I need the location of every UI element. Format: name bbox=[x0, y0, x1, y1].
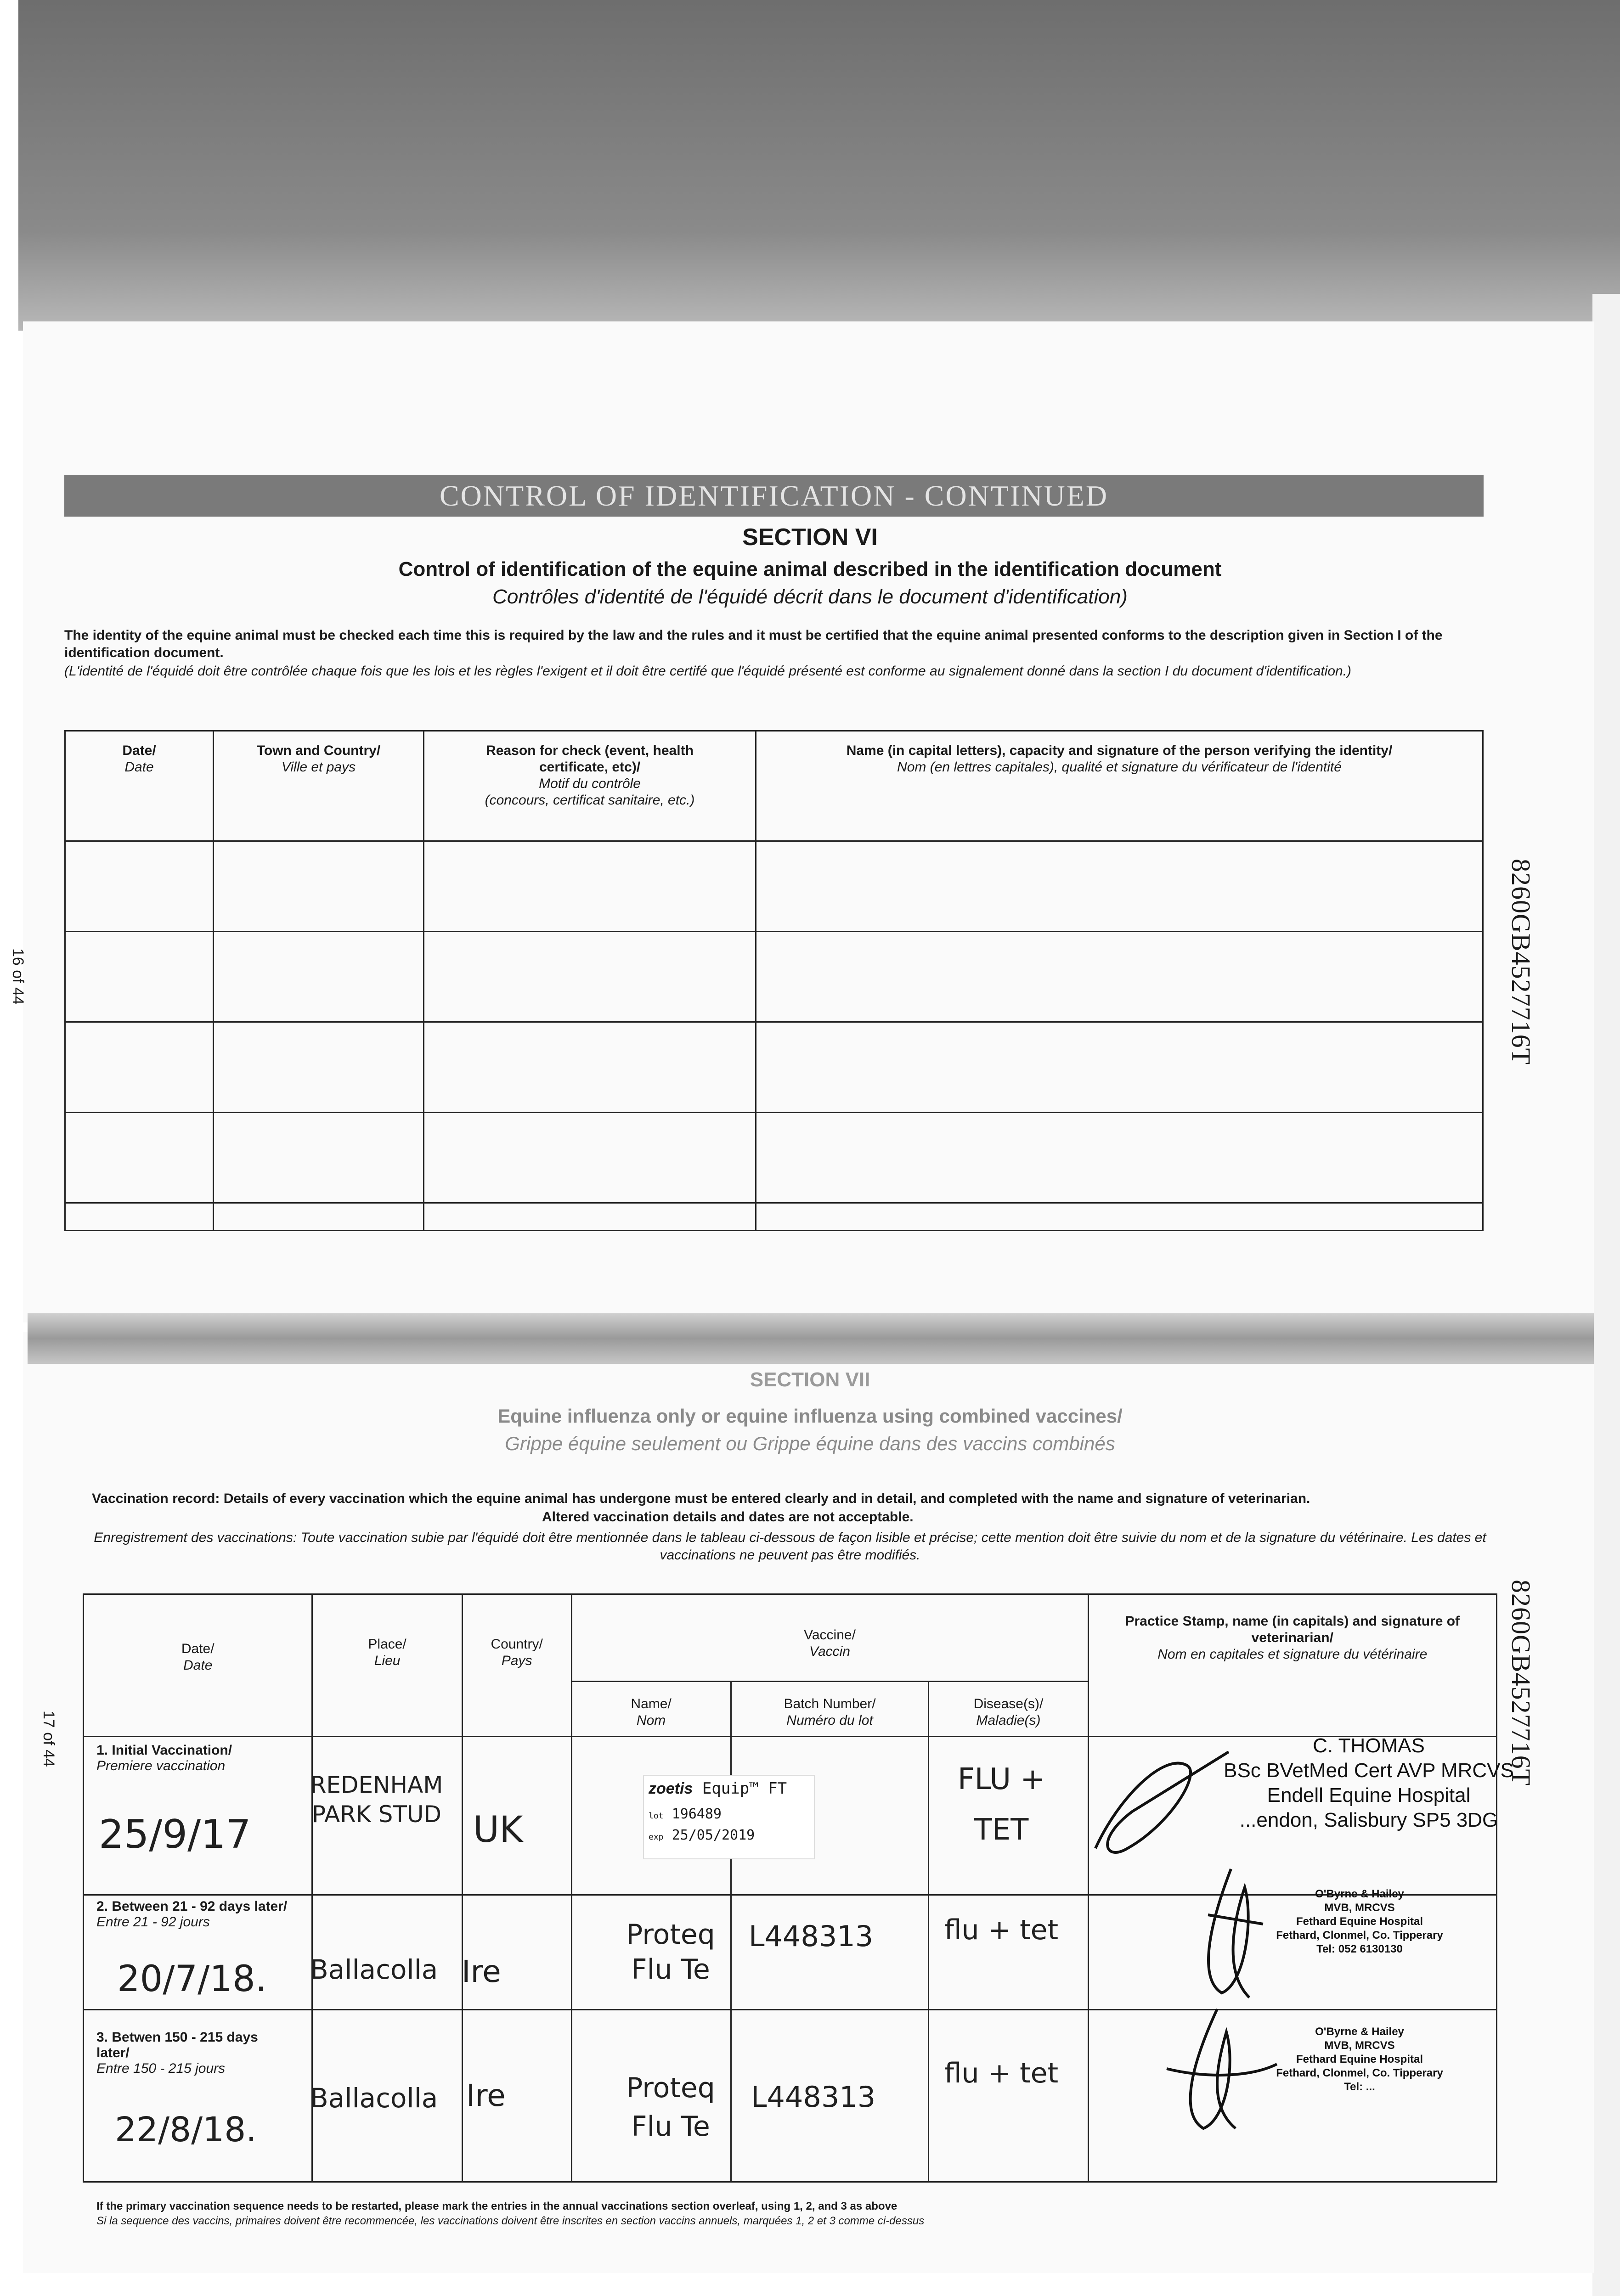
row-2-label: 2. Between 21 - 92 days later/ Entre 21 - 92 jours bbox=[96, 1899, 288, 1930]
row-1-label: 1. Initial Vaccination/ Premiere vaccination bbox=[96, 1743, 232, 1773]
row-1-date: 25/9/17 bbox=[99, 1812, 251, 1857]
col-header-stamp: Practice Stamp, name (in capitals) and signature of veterinarian/ Nom en capitales et signature du vétérinaire bbox=[1088, 1594, 1496, 1737]
row-2-country: Ire bbox=[462, 1954, 501, 1989]
table-row bbox=[65, 1113, 1483, 1203]
vet-stamp-1: C. THOMAS BSc BVetMed Cert AVP MRCVS Endell Equine Hospital ...endon, Salisbury SP5 3DG bbox=[1224, 1734, 1514, 1831]
section-vii-title-fr: Grippe équine seulement ou Grippe équine dans des vaccins combinés bbox=[505, 1433, 1115, 1454]
row-3-disease: flu + tet bbox=[944, 2057, 1059, 2089]
table-row bbox=[65, 1203, 1483, 1231]
table-row bbox=[65, 841, 1483, 932]
col-header-date: Date/ Date bbox=[65, 731, 214, 841]
section-vi-title-fr: Contrôles d'identité de l'équidé décrit dans le document d'identification) bbox=[492, 585, 1128, 608]
col-header-country: Country/ Pays bbox=[462, 1594, 571, 1737]
row-3-batch: L448313 bbox=[751, 2080, 876, 2114]
vet-stamp-3: O'Byrne & Hailey MVB, MRCVS Fethard Equine Hospital Fethard, Clonmel, Co. Tipperary Tel: ... bbox=[1276, 2026, 1443, 2093]
table-row bbox=[65, 932, 1483, 1022]
section-vi-heading: SECTION VI bbox=[742, 524, 878, 551]
col-header-reason: Reason for check (event, health certificate, etc)/ Motif du contrôle (concours, certificat sanitaire, etc.) bbox=[424, 731, 756, 841]
section-vi-title-en: Control of identification of the equine animal described in the identification document bbox=[398, 558, 1222, 580]
row-2-batch: L448313 bbox=[749, 1919, 874, 1953]
section-vi-intro-en: The identity of the equine animal must be checked each time this is required by the law and the rules and it must be certified that the equine animal presented conforms to the description given in Section I of the identification document. bbox=[64, 628, 1443, 660]
row-3-label: 3. Betwen 150 - 215 days later/ Entre 150 - 215 jours bbox=[96, 2030, 258, 2076]
row-1-disease: FLU + TET bbox=[957, 1762, 1045, 1847]
passport-number-upper: 8260GB4527716T bbox=[1506, 859, 1536, 1065]
col-header-disease: Disease(s)/ Maladie(s) bbox=[929, 1682, 1088, 1737]
section-banner: CONTROL OF IDENTIFICATION - CONTINUED bbox=[64, 475, 1484, 517]
row-2-date: 20/7/18. bbox=[117, 1958, 267, 2000]
vaccination-record-en: Vaccination record: Details of every vaccination which the equine animal has undergone must be entered clearly and in detail, and completed with the name and signature of veterinarian. bbox=[92, 1491, 1310, 1506]
scan-margin-left bbox=[0, 0, 18, 2296]
table-row bbox=[65, 1022, 1483, 1113]
col-header-vaccine-name: Name/ Nom bbox=[571, 1682, 731, 1737]
page-fold bbox=[28, 1313, 1594, 1364]
vet-stamp-2: O'Byrne & Hailey MVB, MRCVS Fethard Equine Hospital Fethard, Clonmel, Co. Tipperary Tel: 052 6130130 bbox=[1276, 1888, 1443, 1955]
col-header-date: Date/ Date bbox=[84, 1594, 312, 1737]
passport-number-lower: 8260GB4527716T bbox=[1506, 1580, 1536, 1786]
identity-check-table bbox=[64, 730, 1484, 1231]
row-1-country: UK bbox=[473, 1809, 523, 1851]
row-1-place: REDENHAM PARK STUD bbox=[310, 1772, 443, 1828]
row-2-place: Ballacolla bbox=[310, 1954, 438, 1985]
section-vii-heading: SECTION VII bbox=[750, 1368, 870, 1391]
vaccination-record-fr: Enregistrement des vaccinations: Toute vaccination subie par l'équidé doit être mentionnée dans le tableau ci-dessous de façon lisible et précise; cette mention doit être suivie du nom et de la signature du vétérinaire. Les dates et vaccinations ne peuvent pas être modifiés. bbox=[94, 1530, 1486, 1563]
row-3-country: Ire bbox=[466, 2078, 506, 2113]
row-3-vaccine-name: Proteq Flu Te bbox=[626, 2072, 715, 2143]
page-number-17: 17 of 44 bbox=[40, 1711, 57, 1767]
row-3-date: 22/8/18. bbox=[115, 2110, 257, 2150]
col-header-verifier: Name (in capital letters), capacity and signature of the person verifying the identity/ Nom (en lettres capitales), qualité et signature du vérificateur de l'identité bbox=[756, 731, 1483, 841]
row-2-disease: flu + tet bbox=[944, 1914, 1059, 1946]
page-number-16: 16 of 44 bbox=[9, 948, 27, 1005]
scan-shadow-top bbox=[0, 0, 1620, 331]
col-header-vaccine: Vaccine/ Vaccin bbox=[571, 1594, 1088, 1682]
vaccination-record-en-2: Altered vaccination details and dates are not acceptable. bbox=[542, 1509, 914, 1525]
col-header-town: Town and Country/ Ville et pays bbox=[214, 731, 424, 841]
row-3-place: Ballacolla bbox=[310, 2082, 438, 2114]
footer-note-en: If the primary vaccination sequence needs to be restarted, please mark the entries in the annual vaccinations section overleaf, using 1, 2, and 3 as above bbox=[96, 2200, 897, 2212]
col-header-batch: Batch Number/ Numéro du lot bbox=[731, 1682, 929, 1737]
footer-note-fr: Si la sequence des vaccins, primaires doivent être recommencée, les vaccinations doivent être inscrites en section vaccins annuels, marquées 1, 2 et 3 comme ci-dessus bbox=[96, 2215, 925, 2227]
row-2-vaccine-name: Proteq Flu Te bbox=[626, 1919, 715, 1986]
section-vi-intro-fr: (L'identité de l'équidé doit être contrôlée chaque fois que les lois et les règles l'exigent et il doit être certifé que l'équidé présenté est conforme au signalement donné dans la section I du document d'identification.) bbox=[64, 664, 1352, 679]
col-header-place: Place/ Lieu bbox=[312, 1594, 462, 1737]
section-vii-title-en: Equine influenza only or equine influenza using combined vaccines/ bbox=[497, 1405, 1123, 1427]
vaccine-sticker: zoetis Equip™ FT lot 196489 exp 25/05/2019 bbox=[643, 1775, 815, 1859]
